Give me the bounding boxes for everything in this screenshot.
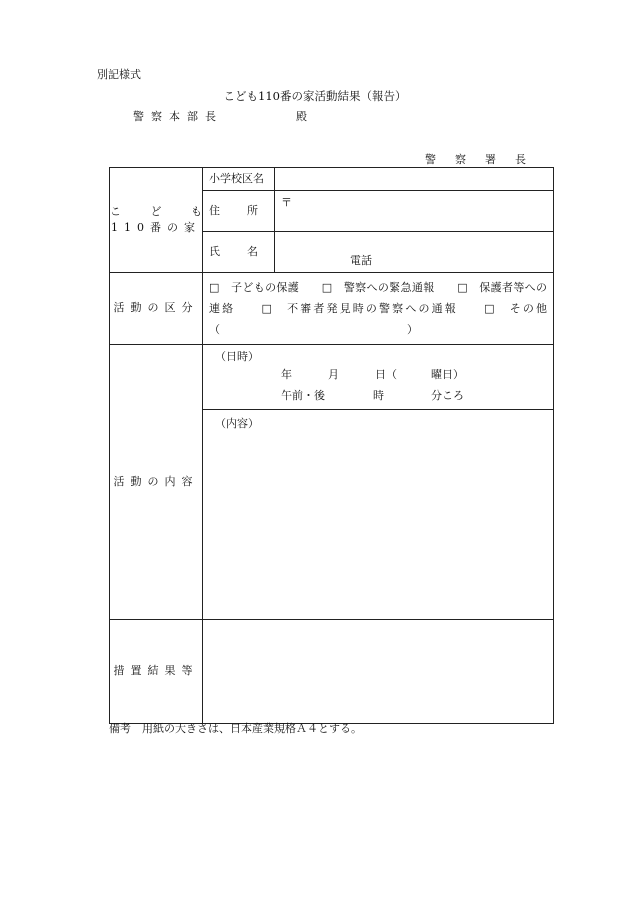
house-label-line1: [110, 204, 202, 221]
address-label: 住 所: [203, 191, 275, 232]
report-form-table: [109, 167, 554, 724]
addressee-honorific: 殿: [296, 110, 307, 123]
address-field[interactable]: [275, 191, 554, 232]
date-weekday: 曜日）: [431, 368, 464, 381]
date-day: 日（: [375, 368, 397, 381]
house-label-char: も: [191, 204, 202, 218]
time-minute: 分ころ: [431, 389, 464, 402]
house-label-char: ど: [150, 204, 162, 218]
datetime-label: （日時）: [215, 350, 259, 363]
category-row: [110, 273, 554, 345]
addressee: 警察本部長: [133, 110, 223, 123]
house-label-cell: [110, 168, 203, 273]
name-field[interactable]: [275, 232, 554, 273]
school-district-label: 小学校区名: [203, 168, 275, 191]
house-label-char: こ: [110, 204, 121, 218]
time-hour: 時: [373, 389, 384, 402]
postal-mark: 〒: [281, 196, 292, 209]
sender: 警察署長: [425, 153, 545, 166]
footnote: 備考 用紙の大きさは、日本産業規格Ａ４とする。: [109, 722, 362, 735]
form-style-label: 別記様式: [97, 68, 141, 81]
date-month: 月: [328, 368, 339, 381]
result-field[interactable]: [203, 620, 554, 724]
phone-label: 電話: [350, 254, 372, 267]
result-row: [110, 620, 554, 724]
date-year: 年: [281, 368, 292, 381]
document-title: こども110番の家活動結果（報告）: [223, 89, 407, 103]
content-detail-label: （内容）: [215, 417, 259, 430]
content-field[interactable]: [203, 410, 554, 620]
datetime-field[interactable]: [203, 345, 554, 410]
name-label: 氏 名: [203, 232, 275, 273]
result-label-cell: 措置結果等: [110, 620, 203, 724]
time-ampm: 午前・後: [281, 389, 325, 402]
school-district-row: [110, 168, 554, 191]
category-options[interactable]: □ 子どもの保護 □ 警察への緊急通報 □ 保護者等への連絡 □ 不審者発見時の警察への通報 □ その他（ ）: [203, 273, 554, 345]
house-label-line2: 110番の家: [111, 221, 201, 234]
school-district-field[interactable]: [275, 168, 554, 191]
datetime-row: [110, 345, 554, 410]
content-label-cell: 活動の内容: [110, 345, 203, 620]
category-label-cell: 活動の区分: [110, 273, 203, 345]
